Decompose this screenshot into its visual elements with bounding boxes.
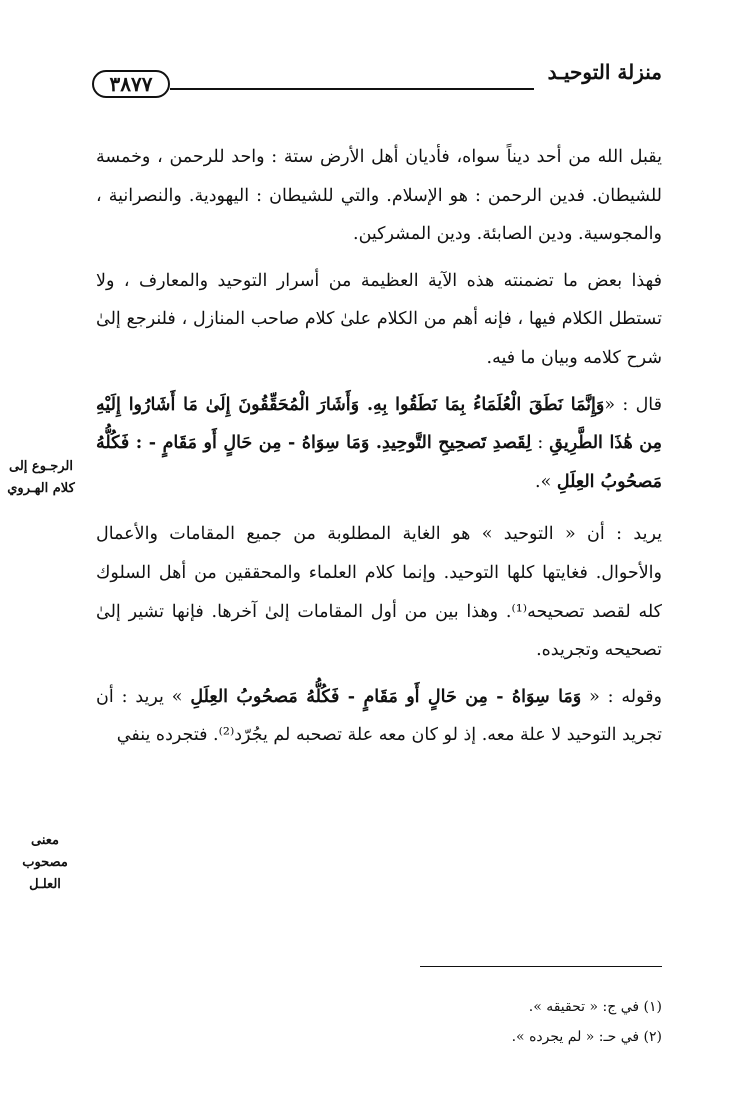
paragraph-3-quote [96, 386, 662, 502]
quote-separator: : [531, 433, 550, 454]
quote-end: ». [535, 471, 557, 492]
paragraph-5 [96, 678, 662, 755]
p5-lead: وقوله : « [581, 686, 662, 707]
margin-note-return-to-harawi: الرجـوع إلى كلام الهـروي [7, 459, 75, 496]
quote-lead: قال : « [604, 394, 663, 415]
p5-rest: » يريد : أن تجريد التوحيد لا علة معه. إذ لو كان معه علة تصحبه لم يجُرّد⁽²⁾. فتجرده ينفي [96, 686, 662, 746]
header-rule [170, 88, 534, 90]
footnote-2: (٢) في حـ: « لم يجرده ». [511, 1029, 662, 1045]
margin-note-meaning-of-defects: معنى مصحوب العلـل [22, 833, 68, 892]
harawi-quote-part-b: لِقَصدِ تَصحِيحِ التَّوحِيدِ. وَمَا سِوَاهُ - مِن حَالٍ أَو مَقَامٍ - : فَكُلُّهُ مَصحُوبُ العِلَلِ [96, 433, 662, 492]
footnote-1: (١) في ج: « تحقيقه ». [528, 999, 662, 1015]
running-title: منزلة التوحيـد [547, 60, 662, 84]
footnote-rule [420, 966, 662, 967]
page-number: ٣٨٧٧ [92, 70, 170, 98]
paragraph-2: فهذا بعض ما تضمنته هذه الآية العظيمة من أسرار التوحيد والمعارف ، ولا تستطل الكلام فيها ، فإنه أهم من الكلام علىٰ كلام صاحب المنازل ، فلنرجع إلىٰ شرح كلامه وبيان ما فيه. [96, 270, 662, 368]
footnotes [96, 992, 662, 1052]
main-text [96, 138, 662, 755]
paragraph-4: يريد : أن « التوحيد » هو الغاية المطلوبة من جميع المقامات والأعمال والأحوال. فغايتها كلها التوحيد. وإنما كلام العلماء والمحققين من أهل السلوك كله لقصد تصحيحه⁽¹⁾. وهذا بين من أول المقامات إلىٰ آخرها. فإنها تشير إلىٰ تصحيحه وتجريده. [96, 524, 662, 661]
p5-quote: وَمَا سِوَاهُ - مِن حَالٍ أَو مَقَامٍ - فَكُلُّهُ مَصحُوبُ العِلَلِ [190, 686, 582, 707]
paragraph-1: يقبل الله من أحد ديناً سواه، فأديان أهل الأرض ستة : واحد للرحمن ، وخمسة للشيطان. فدين الرحمن : هو الإسلام. والتي للشيطان : اليهودية. والنصرانية ، والمجوسية. ودين الصابئة. ودين المشركين. [96, 147, 662, 245]
page-header [92, 56, 662, 96]
harawi-quote-part-a: وَإِنَّمَا نَطَقَ الْعُلَمَاءُ بِمَا نَطَقُوا بِهِ. وَأَشَارَ الْمُحَقِّقُونَ إِلَىٰ مَا أَشَارُوا إِلَيْهِ مِن هَٰذَا الطَّرِيقِ [96, 394, 662, 454]
